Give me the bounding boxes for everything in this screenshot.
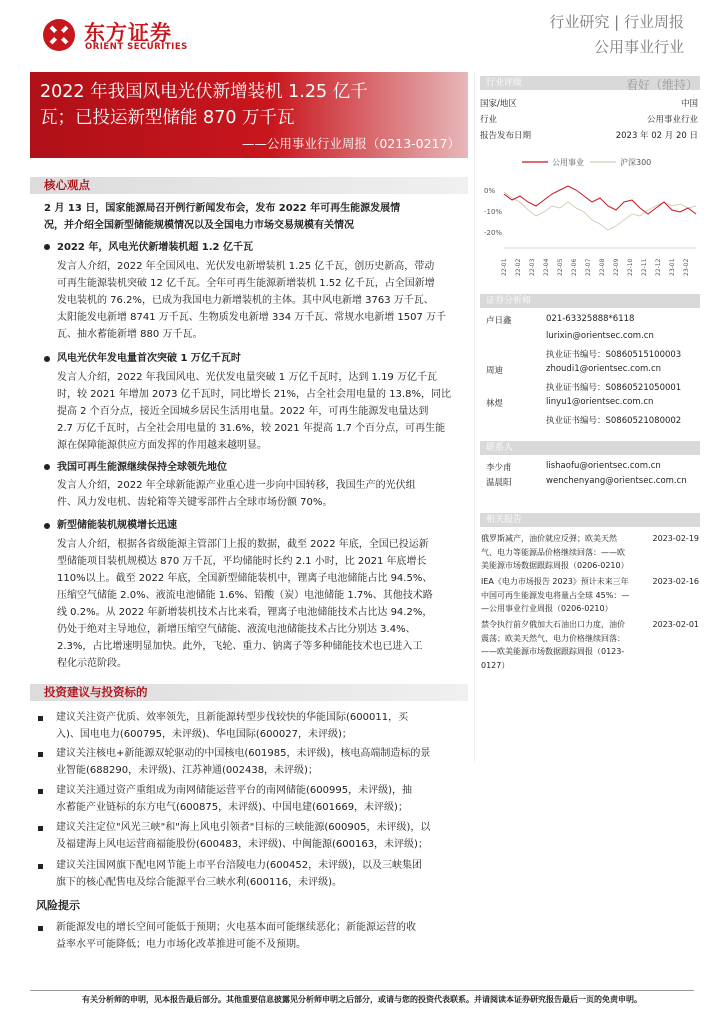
invest-item: 建议关注国网旗下配电网节能上市平台涪陵电力(600452，未评级)，以及三峡集团 旗下的核心配售电及综合能源平台三峡水利(600116，未评级)。	[56, 860, 422, 888]
x-tick: 22-11	[641, 258, 648, 276]
bullet-icon	[38, 864, 43, 869]
page-title-line2: 瓦；已投运新型储能 870 万千瓦	[40, 108, 295, 128]
rating-header: 行业评级	[480, 76, 700, 90]
x-tick: 22-03	[529, 258, 536, 276]
related-report[interactable]: IEA《电力市场报告 2023》预计未来三年 2023-02-16 中国可再生能源发电将量占全球 45%：— —公用事业行业周报（0206-0210）	[481, 577, 699, 613]
analyst-email[interactable]: linyu1@orientsec.com.cn	[546, 397, 654, 407]
info-row: 国家/地区 中国	[480, 99, 698, 109]
x-tick: 22-12	[655, 258, 662, 276]
x-tick: 22-07	[585, 258, 592, 276]
bullet-body: 发言人介绍，2022 年我国风电、光伏发电量突破 1 万亿千瓦时，达到 1.19 万亿千瓦 时，较 2021 年增加 2073 亿千瓦时，同比增长 21%，占全社会用电量的 13.8%，同比 提高 2 个百分点，接近全国城乡居民生活用电量。2022 年，可再生能源发电量达到 2.7 万亿千瓦时，占全社会用电量的 31.6%，较 2021 年提高 1.7 个百分点，可再生能 源在保障能源供应方面发挥的作用越来越明显。	[57, 372, 451, 451]
bullet-title: 新型储能装机规模增长迅速	[57, 520, 177, 531]
bullet-icon	[38, 926, 43, 931]
legend-label-sector: 公用事业	[552, 158, 584, 167]
x-tick: 22-09	[613, 258, 620, 276]
invest-item: 建议关注资产优质、效率领先，且新能源转型步伐较快的华能国际(600011，买 入)、国电电力(600795，未评级)、华电国际(600027，未评级)；	[56, 712, 409, 740]
section-header-risk: 风险提示	[36, 899, 80, 912]
invest-item: 建议关注核电+新能源双轮驱动的中国核电(601985，未评级)，核电高端制造标的景 业智能(688290，未评级)、江苏神通(002438，未评级)；	[56, 748, 431, 776]
x-tick: 22-05	[557, 258, 564, 276]
y-tick: -20%	[484, 229, 503, 237]
series-sector	[504, 186, 696, 214]
bullet-icon	[38, 716, 43, 721]
contact-email[interactable]: lishaofu@orientsec.com.cn	[546, 461, 661, 471]
x-tick: 22-04	[543, 258, 550, 276]
footer-divider	[30, 990, 694, 991]
bullet-icon	[44, 244, 50, 250]
contact-header: 联系人	[480, 441, 700, 455]
analyst-email[interactable]: lurixin@orientsec.com.cn	[546, 331, 654, 341]
bullet-title: 我国可再生能源继续保持全球领先地位	[57, 462, 227, 473]
x-tick: 22-10	[627, 258, 634, 276]
related-report[interactable]: 俄罗斯减产，油价就应反弹；欧美天然 2023-02-19 气、电力等能源品价格继续回落：——欧 美能源市场数据跟踪周报（0206-0210）	[481, 534, 699, 570]
contact-email[interactable]: wenchenyang@orientsec.com.cn	[546, 476, 687, 486]
related-header: 相关报告	[480, 513, 700, 527]
analyst-cert: 执业证书编号：S0860521080002	[546, 416, 682, 426]
analyst-cert: 执业证书编号：S0860515100003	[546, 350, 682, 360]
analyst-name: 卢日鑫	[486, 316, 512, 326]
y-tick: -10%	[484, 208, 503, 216]
analyst-header: 证券分析师	[480, 294, 700, 308]
section-header-core: 核心观点	[30, 177, 468, 194]
bullet-title: 2022 年，风电光伏新增装机超 1.2 亿千瓦	[57, 242, 253, 253]
core-intro: 2 月 13 日，国家能源局召开例行新闻发布会，发布 2022 年可再生能源发展情 况，并介绍全国新型储能规模情况以及全国电力市场交易规模有关情况	[44, 203, 401, 231]
bullet-icon	[44, 464, 50, 470]
bullet-icon	[38, 826, 43, 831]
analyst-cert: 执业证书编号：S0860521050001	[546, 383, 682, 393]
invest-item: 建议关注通过资产重组成为南网储能运营平台的南网储能(600995，未评级)，抽 水蓄能产业链标的东方电气(600875，未评级)、中国电建(601669，未评级)；	[56, 785, 412, 813]
y-tick: 0%	[484, 187, 496, 195]
report-category: 行业研究 | 行业周报	[549, 13, 684, 31]
performance-chart	[482, 150, 700, 280]
contact-name: 李少甫	[486, 463, 512, 473]
section-header-invest: 投资建议与投资标的	[30, 684, 468, 701]
analyst-name: 林煜	[486, 399, 504, 409]
analyst-email[interactable]: zhoudi1@orientsec.com.cn	[546, 364, 662, 374]
bullet-body: 发言人介绍，根据各省级能源主管部门上报的数据，截至 2022 年底，全国已投运新 型储能项目装机规模达 870 万千瓦，平均储能时长约 2.1 小时，比 2021 年底增长 110%以上。截至 2022 年底，全国新型储能装机中，锂离子电池储能占比 94.5%、 压缩空气储能 2.0%、液流电池储能 1.6%、铅酸（炭）电池储能 1.7%、其他技术路 线 0.2%。从 2022 年新增装机技术占比来看，锂离子电池储能技术占比达 94.2%， 仍处于绝对主导地位，新增压缩空气储能、液流电池储能技术占比分别达 3.4%、 2.3%，占比增速明显加快。此外，飞轮、重力、钠离子等多种储能技术也已进入工 程化示范阶段。	[57, 539, 433, 669]
analyst-name: 周迪	[486, 366, 504, 376]
related-report[interactable]: 禁令执行前夕俄加大石油出口力度，油价 2023-02-01 震荡；欧美天然气、电力价格继续回落： ——欧美能源市场数据跟踪周报（0123- 0127）	[481, 620, 699, 670]
x-tick: 22-08	[599, 258, 606, 276]
report-sector: 公用事业行业	[593, 38, 684, 56]
bullet-icon	[44, 356, 50, 362]
logo-icon	[42, 18, 76, 52]
page-title-line1: 2022 年我国风电光伏新增装机 1.25 亿千	[40, 82, 368, 102]
page-subtitle: ——公用事业行业周报（0213-0217）	[241, 136, 460, 151]
analyst-phone: 021-63325888*6118	[546, 314, 635, 324]
bullet-title: 风电光伏年发电量首次突破 1 万亿千瓦时	[57, 353, 241, 364]
logo-text: 东方证券	[84, 21, 172, 45]
x-tick: 22-02	[515, 258, 522, 276]
legend-label-index: 沪深300	[620, 158, 652, 167]
bullet-body: 发言人介绍，2022 年全球新能源产业重心进一步向中国转移，我国生产的光伏组 件、风力发电机、齿轮箱等关键零部件占全球市场份额 70%。	[57, 480, 416, 508]
info-row: 报告发布日期 2023 年 02 月 20 日	[480, 131, 698, 141]
x-tick: 22-01	[501, 258, 508, 276]
footer-disclaimer: 有关分析师的申明，见本报告最后部分。其他重要信息披露见分析师申明之后部分，或请与您的投资代表联系。并请阅读本证券研究报告最后一页的免责申明。	[82, 995, 642, 1004]
bullet-body: 发言人介绍，2022 年全国风电、光伏发电新增装机 1.25 亿千瓦，创历史新高，带动 可再生能源装机突破 12 亿千瓦。全年可再生能源新增装机 1.52 亿千瓦，占全国新增 发电装机的 76.2%，已成为我国电力新增装机的主体。其中风电新增 3763 万千瓦、 太阳能发电新增 8741 万千瓦、生物质发电新增 334 万千瓦、常规水电新增 1507 万千 瓦、抽水蓄能新增 880 万千瓦。	[57, 261, 447, 340]
invest-item: 建议关注定位"风光三峡"和"海上风电引领者"目标的三峡能源(600905，未评级)，以 及福建海上风电运营商福能股份(600483，未评级)、中闽能源(600163，未评级)；	[56, 822, 431, 850]
info-row: 行业 公用事业行业	[480, 115, 698, 125]
x-tick: 22-06	[571, 258, 578, 276]
x-tick: 23-02	[683, 258, 690, 276]
column-divider	[474, 72, 475, 762]
contact-name: 温晨阳	[486, 478, 512, 488]
logo-text-en: ORIENT SECURITIES	[85, 42, 188, 52]
risk-item: 新能源发电的增长空间可能低于预期；火电基本面可能继续恶化；新能源运营的收 益率水平可能降低；电力市场化改革推进可能不及预期。	[56, 922, 416, 950]
bullet-icon	[44, 523, 50, 529]
x-tick: 23-01	[669, 258, 676, 276]
rating-value: 看好（维持）	[625, 78, 698, 92]
bullet-icon	[38, 789, 43, 794]
bullet-icon	[38, 752, 43, 757]
